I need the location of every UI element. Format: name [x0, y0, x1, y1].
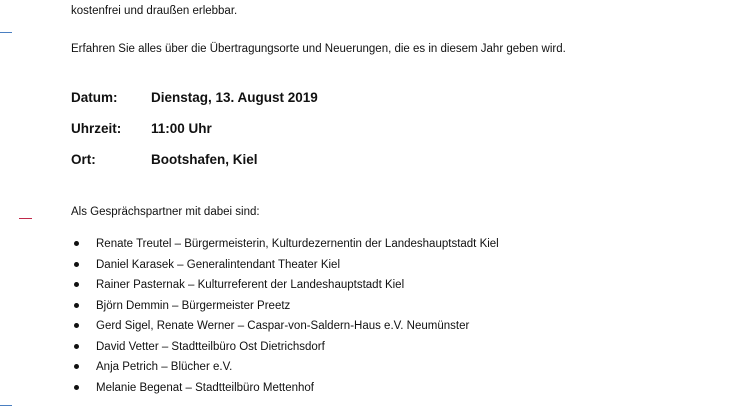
bullet-icon [74, 364, 79, 369]
list-item [71, 340, 499, 361]
partner-text: Melanie Begenat – Stadtteilbüro Mettenhof [96, 381, 315, 394]
partner-text: Gerd Sigel, Renate Werner – Caspar-von-Saldern-Haus e.V. Neumünster [96, 320, 470, 332]
margin-change-mark [19, 218, 32, 219]
location-value: Bootshafen, Kiel [151, 152, 258, 167]
intro-paragraph-tail: kostenfrei und draußen erlebbar. [71, 5, 238, 17]
date-value: Dienstag, 13. August 2019 [151, 90, 318, 105]
event-time-row [71, 121, 212, 137]
list-item [71, 360, 499, 381]
partner-text: Renate Treutel – Bürgermeisterin, Kulturdezernentin der Landeshauptstadt Kiel [96, 238, 499, 250]
bullet-icon [74, 385, 79, 390]
margin-change-mark [0, 32, 12, 33]
bullet-icon [74, 344, 79, 349]
partners-list [71, 237, 499, 401]
list-item [71, 381, 499, 402]
partner-text: David Vetter – Stadtteilbüro Ost Dietrichsdorf [96, 340, 325, 353]
partner-text: Rainer Pasternak – Kulturreferent der Landeshauptstadt Kiel [96, 279, 405, 291]
event-date-row [71, 90, 318, 106]
bullet-icon [74, 303, 79, 308]
list-item [71, 299, 499, 320]
bullet-icon [74, 241, 79, 246]
partner-text: Daniel Karasek – Generalintendant Theater Kiel [96, 258, 340, 271]
time-label: Uhrzeit: [71, 121, 122, 136]
partner-text: Björn Demmin – Bürgermeister Preetz [96, 299, 291, 312]
time-value: 11:00 Uhr [151, 121, 212, 136]
date-label: Datum: [71, 90, 118, 105]
list-item [71, 237, 499, 258]
list-item [71, 319, 499, 340]
margin-change-mark [0, 405, 12, 406]
list-item [71, 278, 499, 299]
list-item [71, 258, 499, 279]
partner-text: Anja Petrich – Blücher e.V. [96, 361, 233, 373]
event-location-row [71, 152, 258, 168]
bullet-icon [74, 323, 79, 328]
partners-intro: Als Gesprächspartner mit dabei sind: [71, 206, 260, 218]
bullet-icon [74, 282, 79, 287]
bullet-icon [74, 262, 79, 267]
intro-paragraph: Erfahren Sie alles über die Übertragungsorte und Neuerungen, die es in diesem Jahr geben wird. [71, 43, 566, 55]
location-label: Ort: [71, 152, 96, 167]
